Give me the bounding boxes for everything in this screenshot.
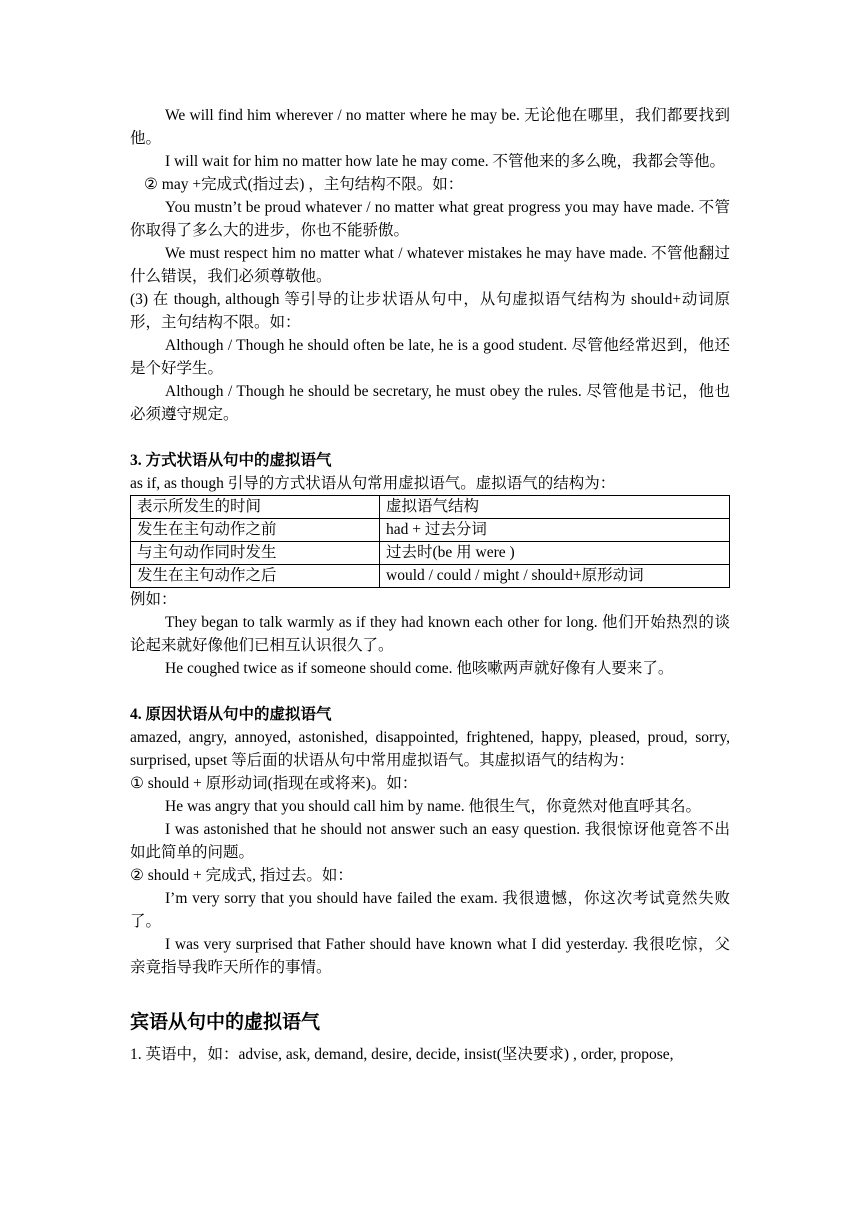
paragraph: I was very surprised that Father should have known what I did yesterday. 我很吃惊，父亲竟指导我昨天所作的事情。: [130, 936, 730, 976]
paragraph: (3) 在 though, although 等引导的让步状语从句中，从句虚拟语气结构为 should+动词原形，主句结构不限。如：: [130, 291, 730, 331]
paragraph: You mustn’t be proud whatever / no matter what great progress you may have made. 不管你取得了多么大的进步，你也不能骄傲。: [130, 199, 730, 239]
paragraph: We must respect him no matter what / whatever mistakes he may have made. 不管他翻过什么错误，我们必须尊敬他。: [130, 245, 730, 285]
paragraph: They began to talk warmly as if they had known each other for long. 他们开始热烈的谈论起来就好像他们已相互认识很久了。: [130, 614, 730, 654]
paragraph: as if, as though 引导的方式状语从句常用虚拟语气。虚拟语气的结构为：: [130, 475, 616, 492]
section-heading: 3. 方式状语从句中的虚拟语气: [130, 452, 332, 469]
table-row: [131, 496, 730, 519]
table-cell: would / could / might / should+原形动词: [380, 565, 730, 588]
paragraph: ① should + 原形动词(指现在或将来)。如：: [130, 775, 418, 792]
paragraph: I’m very sorry that you should have failed the exam. 我很遗憾，你这次考试竟然失败了。: [130, 890, 730, 930]
table-row: [131, 519, 730, 542]
paragraph: ② should + 完成式, 指过去。如：: [130, 867, 353, 884]
table-cell: 与主句动作同时发生: [131, 542, 380, 565]
table-cell: 发生在主句动作之后: [131, 565, 380, 588]
paragraph: 1. 英语中，如：advise, ask, demand, desire, decide, insist(坚决要求) , order, propose,: [130, 1046, 674, 1063]
document-page: [130, 104, 730, 1066]
example-label: 例如：: [130, 591, 177, 608]
subjunctive-structure-table: [130, 495, 730, 588]
table-cell: 虚拟语气结构: [380, 496, 730, 519]
paragraph: He was angry that you should call him by name. 他很生气，你竟然对他直呼其名。: [165, 798, 701, 815]
section-heading: 4. 原因状语从句中的虚拟语气: [130, 706, 332, 723]
paragraph: I was astonished that he should not answer such an easy question. 我很惊讶他竟答不出如此简单的问题。: [130, 821, 730, 861]
table-cell: 发生在主句动作之前: [131, 519, 380, 542]
section-heading: 宾语从句中的虚拟语气: [130, 1011, 321, 1033]
paragraph: Although / Though he should often be late, he is a good student. 尽管他经常迟到，他还是个好学生。: [130, 337, 730, 377]
paragraph: He coughed twice as if someone should come. 他咳嗽两声就好像有人要来了。: [165, 660, 674, 677]
paragraph: Although / Though he should be secretary, he must obey the rules. 尽管他是书记，他也必须遵守规定。: [130, 383, 730, 423]
table-row: [131, 565, 730, 588]
paragraph: We will find him wherever / no matter where he may be. 无论他在哪里，我们都要找到他。: [130, 107, 730, 147]
paragraph: I will wait for him no matter how late he may come. 不管他来的多么晚，我都会等他。: [165, 153, 726, 170]
table-cell: had + 过去分词: [380, 519, 730, 542]
paragraph: ② may +完成式(指过去) ，主句结构不限。如：: [144, 176, 464, 193]
paragraph: amazed, angry, annoyed, astonished, disappointed, frightened, happy, pleased, proud, sorry, surprised, upset 等后面的状语从句中常用虚拟语气。其虚拟语气的结构为：: [130, 729, 730, 769]
table-row: [131, 542, 730, 565]
table-cell: 过去时(be 用 were ): [380, 542, 730, 565]
table-cell: 表示所发生的时间: [131, 496, 380, 519]
